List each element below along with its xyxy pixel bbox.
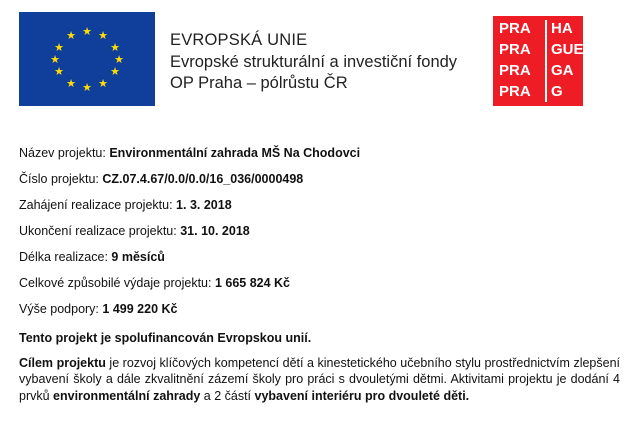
cofinancing-notice: Tento projekt je spolufinancován Evropskou unií. bbox=[19, 331, 312, 345]
praha-logo-row bbox=[493, 19, 583, 39]
praha-logo-text: GA bbox=[551, 62, 574, 79]
project-duration-row bbox=[19, 249, 619, 275]
praha-logo-text: PRA bbox=[499, 62, 531, 79]
star-icon: ★ bbox=[50, 54, 60, 66]
description-bold-garden: environmentální zahrady bbox=[53, 388, 201, 403]
star-icon: ★ bbox=[54, 42, 64, 54]
star-icon: ★ bbox=[66, 30, 76, 42]
project-name-value: Environmentální zahrada MŠ Na Chodovci bbox=[109, 146, 361, 160]
description-text: je rozvoj klíčových kompetencí dětí a kinestetického učebního stylu prostřednictvím zlepšení vybavení školy a dále zkvalitnění zázemí školy pro práci s dvouletými dětmi. Aktivitami projektu je dodání 4 prvků bbox=[19, 356, 620, 403]
project-end-label: Ukončení realizace projektu: bbox=[19, 224, 177, 238]
description-bold-goal: Cílem projektu bbox=[19, 356, 106, 370]
project-start-value: 1. 3. 2018 bbox=[176, 198, 232, 212]
project-start-row bbox=[19, 197, 619, 223]
star-icon: ★ bbox=[98, 78, 108, 90]
project-start-label: Zahájení realizace projektu: bbox=[19, 198, 173, 212]
praha-logo-text: HA bbox=[551, 20, 573, 37]
support-amount-label: Výše podpory: bbox=[19, 302, 99, 316]
star-icon: ★ bbox=[66, 78, 76, 90]
project-number-value: CZ.07.4.67/0.0/0.0/16_036/0000498 bbox=[102, 172, 304, 186]
description-text: a 2 částí bbox=[200, 388, 255, 403]
project-name-label: Název projektu: bbox=[19, 146, 106, 160]
project-description bbox=[19, 355, 620, 404]
eligible-costs-label: Celkové způsobilé výdaje projektu: bbox=[19, 276, 212, 290]
star-icon: ★ bbox=[114, 54, 124, 66]
star-icon: ★ bbox=[82, 26, 92, 38]
project-duration-label: Délka realizace: bbox=[19, 250, 108, 264]
op-praha-subtitle: OP Praha – pólrůstu ČR bbox=[170, 74, 348, 92]
project-number-label: Číslo projektu: bbox=[19, 172, 99, 186]
star-icon: ★ bbox=[82, 82, 92, 94]
support-amount-row bbox=[19, 301, 619, 327]
praha-logo-text: PRA bbox=[499, 41, 531, 58]
project-duration-value: 9 měsíců bbox=[111, 250, 165, 264]
praha-logo-row bbox=[493, 82, 583, 102]
eu-flag-logo bbox=[19, 12, 155, 106]
praha-logo bbox=[493, 16, 583, 106]
project-end-value: 31. 10. 2018 bbox=[180, 224, 250, 238]
description-bold-interior: vybavení interiéru pro dvouleté děti. bbox=[254, 388, 470, 403]
eu-title: EVROPSKÁ UNIE bbox=[170, 31, 308, 49]
star-icon: ★ bbox=[54, 66, 64, 78]
project-end-row bbox=[19, 223, 619, 249]
star-icon: ★ bbox=[110, 66, 120, 78]
star-icon: ★ bbox=[98, 30, 108, 42]
eu-funding-text bbox=[170, 31, 457, 95]
star-icon: ★ bbox=[110, 42, 120, 54]
eligible-costs-value: 1 665 824 Kč bbox=[214, 276, 291, 290]
project-number-row bbox=[19, 171, 619, 197]
praha-logo-text: PRA bbox=[499, 20, 531, 37]
praha-logo-row bbox=[493, 61, 583, 81]
praha-logo-text: G bbox=[551, 83, 563, 100]
project-details bbox=[19, 145, 619, 404]
praha-logo-row bbox=[493, 40, 583, 60]
support-amount-value: 1 499 220 Kč bbox=[102, 302, 178, 316]
praha-logo-text: GUE bbox=[551, 41, 584, 58]
praha-logo-text: PRA bbox=[499, 83, 531, 100]
eligible-costs-row bbox=[19, 275, 619, 301]
praha-logo-divider bbox=[545, 20, 547, 102]
project-name-row bbox=[19, 145, 619, 171]
eu-funds-subtitle: Evropské strukturální a investiční fondy bbox=[170, 53, 458, 71]
